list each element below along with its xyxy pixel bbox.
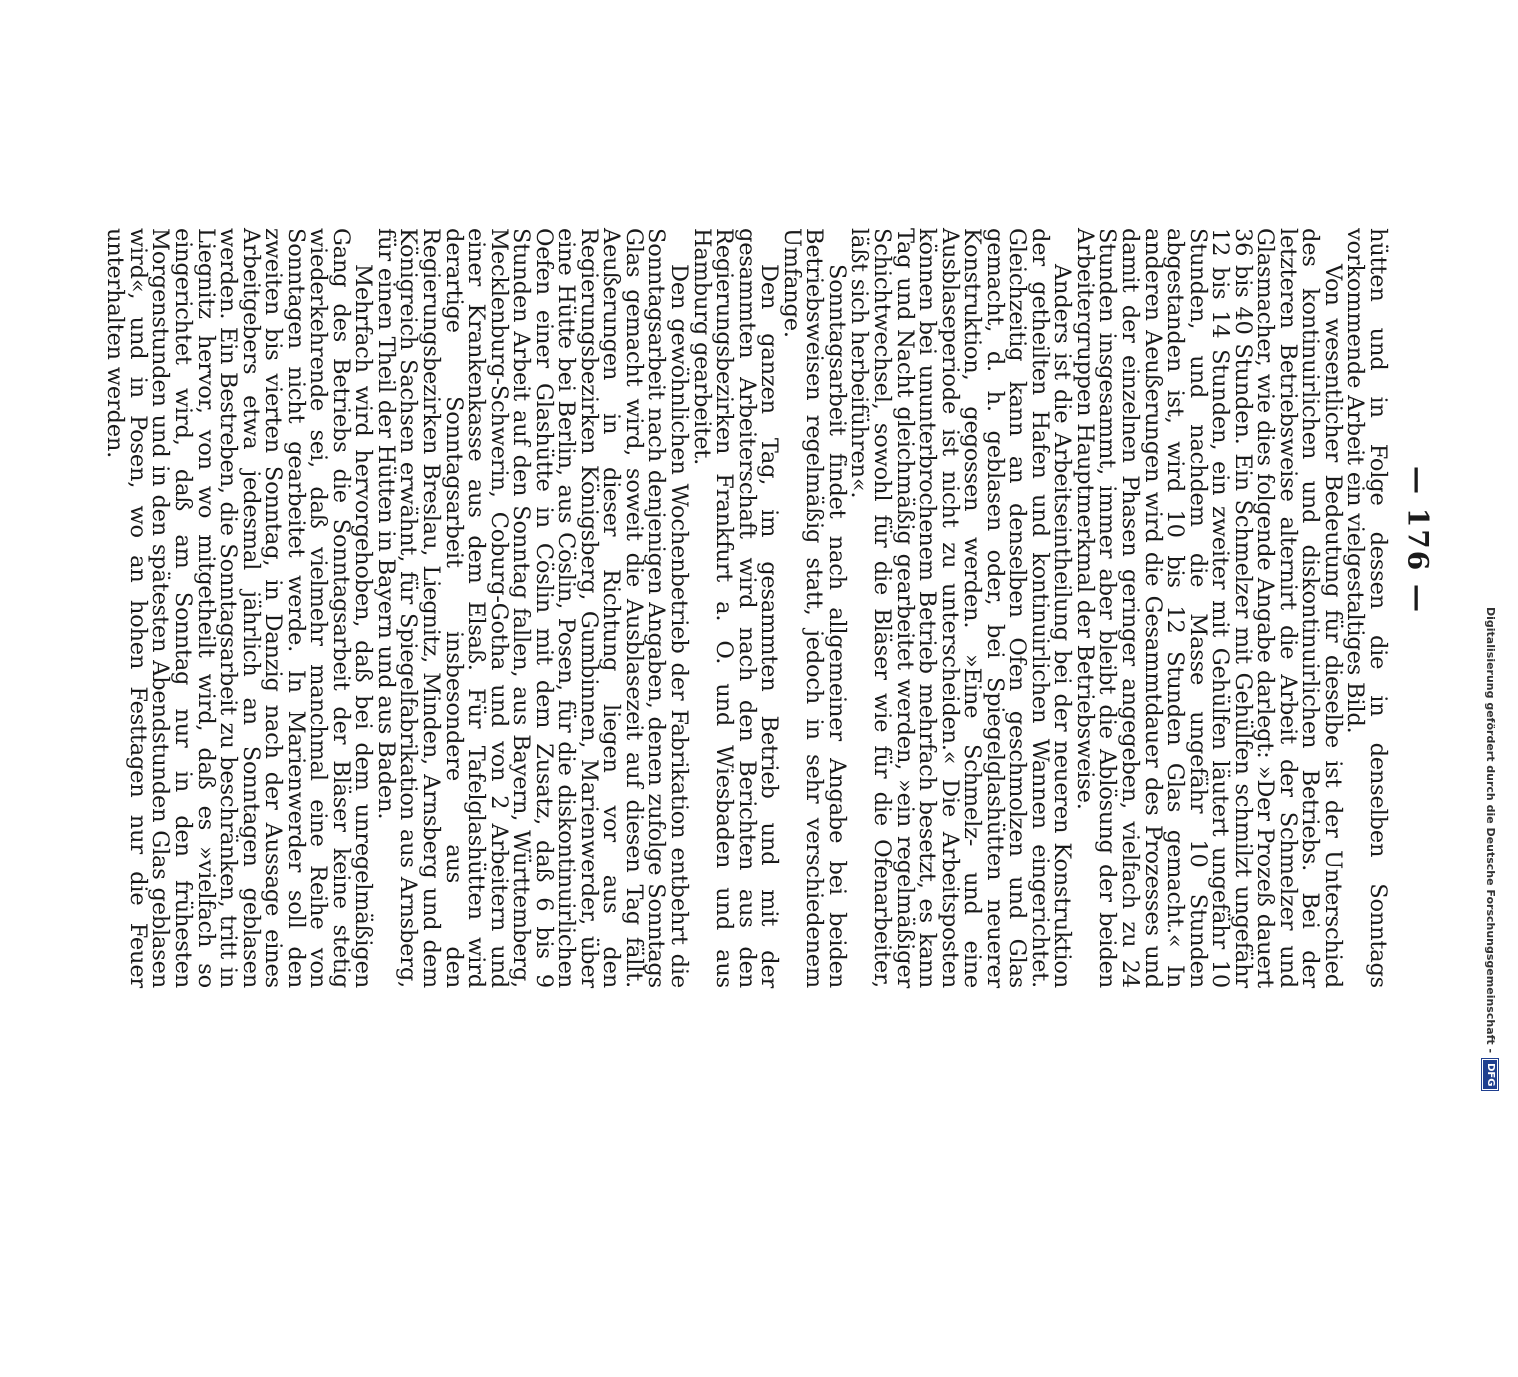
paragraph: Sonntagsarbeit findet nach allgemeiner Angabe bei beiden Betriebsweisen regelmäßig statt, jedoch in sehr verschiedenem Umfange.	[778, 228, 850, 988]
body-text	[102, 228, 1391, 988]
paragraph: Mehrfach wird hervorgehoben, daß bei dem unregelmäßigen Gang des Betriebs die Sonntagsarbeit der Bläser keine stetig wiederkehrende sei, daß vielmehr manchmal eine Reihe von Sonntagen nicht gearbeitet werde. In Marienwerder soll den zweiten bis vierten Sonntag, in Danzig nach der Aussage eines Arbeitgebers etwa jedesmal jährlich an Sonntagen geblasen werden. Ein Bestreben, die Sonntagsarbeit zu beschränken, tritt in Liegnitz hervor, von wo mitgetheilt wird, daß es »vielfach so eingerichtet wird, daß am Sonntag nur in den frühesten Morgenstunden und in den spätesten Abendstunden Glas geblasen wird«, und in Posen, wo an hohen Festtagen nur die Feuer unterhalten werden.	[102, 228, 377, 988]
paragraph: Den ganzen Tag, im gesammten Betrieb und mit der gesammten Arbeiterschaft wird nach den Berichten aus den Regierungsbezirken Frankfurt a. O. und Wiesbaden und aus Hamburg gearbeitet.	[688, 228, 783, 988]
paragraph: hütten und in Folge dessen die in denselben Sonntags vorkommende Arbeit ein vielgestaltiges Bild.	[1342, 228, 1391, 988]
paragraph: Von wesentlicher Bedeutung für dieselbe ist der Unterschied des kontinuirlichen und diskontinuirlichen Betriebs. Bei der letzteren Betriebsweise alternirt die Arbeit der Schmelzer und Glasmacher, wie dies folgende Angabe darlegt: »Der Prozeß dauert 36 bis 40 Stunden. Ein Schmelzer mit Gehülfen schmilzt ungefähr 12 bis 14 Stunden, ein zweiter mit Gehülfen läutert ungefähr 10 Stunden, und nachdem die Masse ungefähr 10 Stunden abgestanden ist, wird 10 bis 12 Stunden Glas gemacht.« In anderen Aeußerungen wird die Gesammtdauer des Prozesses und damit der einzelnen Phasen geringer angegeben, vielfach zu 24 Stunden insgesammt, immer aber bleibt die Ablösung der beiden Arbeitergruppen Hauptmerkmal der Betriebsweise.	[1071, 228, 1346, 988]
dfg-logo: DFG	[1482, 1059, 1498, 1090]
paragraph: Anders ist die Arbeitseintheilung bei der neueren Konstruktion der getheilten Hafen und kontinuirlichen Wannen eingerichtet. Gleichzeitig kann an denselben Ofen geschmolzen und Glas gemacht, d. h. geblasen oder, bei Spiegelglashütten neuerer Konstruktion, gegossen werden. »Eine Schmelz- und eine Ausblaseperiode ist nicht zu unterscheiden.« Die Arbeitsposten können bei ununterbrochenem Betrieb mehrfach besetzt, es kann Tag und Nacht gleichmäßig gearbeitet werden, »ein regelmäßiger Schichtwechsel, sowohl für die Bläser wie für die Ofenarbeiter, läßt sich herbeiführen«.	[846, 228, 1076, 988]
page-number: — 176 —	[1401, 466, 1435, 614]
credit-text: Digitalisierung gefördert durch die Deutsche Forschungsgemeinschaft -	[1484, 607, 1497, 1054]
paragraph: Den gewöhnlichen Wochenbetrieb der Fabrikation entbehrt die Sonntagsarbeit nach denjenigen Angaben, denen zufolge Sonntags Glas gemacht wird, soweit die Ausblasezeit auf diesen Tag fällt. Aeußerungen in dieser Richtung liegen vor aus den Regierungsbezirken Königsberg, Gumbinnen, Marienwerder, über eine Hütte bei Berlin, aus Cöslin, Posen, für die diskontinuirlichen Oefen einer Glashütte in Cöslin mit dem Zusatz, daß 6 bis 9 Stunden Arbeit auf den Sonntag fallen, aus Bayern, Württemberg, Mecklenburg-Schwerin, Coburg-Gotha und von 2 Arbeitern und einer Krankenkasse aus dem Elsaß. Für Tafelglashütten wird derartige Sonntagsarbeit insbesondere aus den Regierungsbezirken Breslau, Liegnitz, Minden, Arnsberg und dem Königreich Sachsen erwähnt, für Spiegelfabrikation aus Arnsberg, für einen Theil der Hütten in Bayern und aus Baden.	[372, 228, 693, 988]
digitization-credit	[1480, 607, 1500, 1377]
